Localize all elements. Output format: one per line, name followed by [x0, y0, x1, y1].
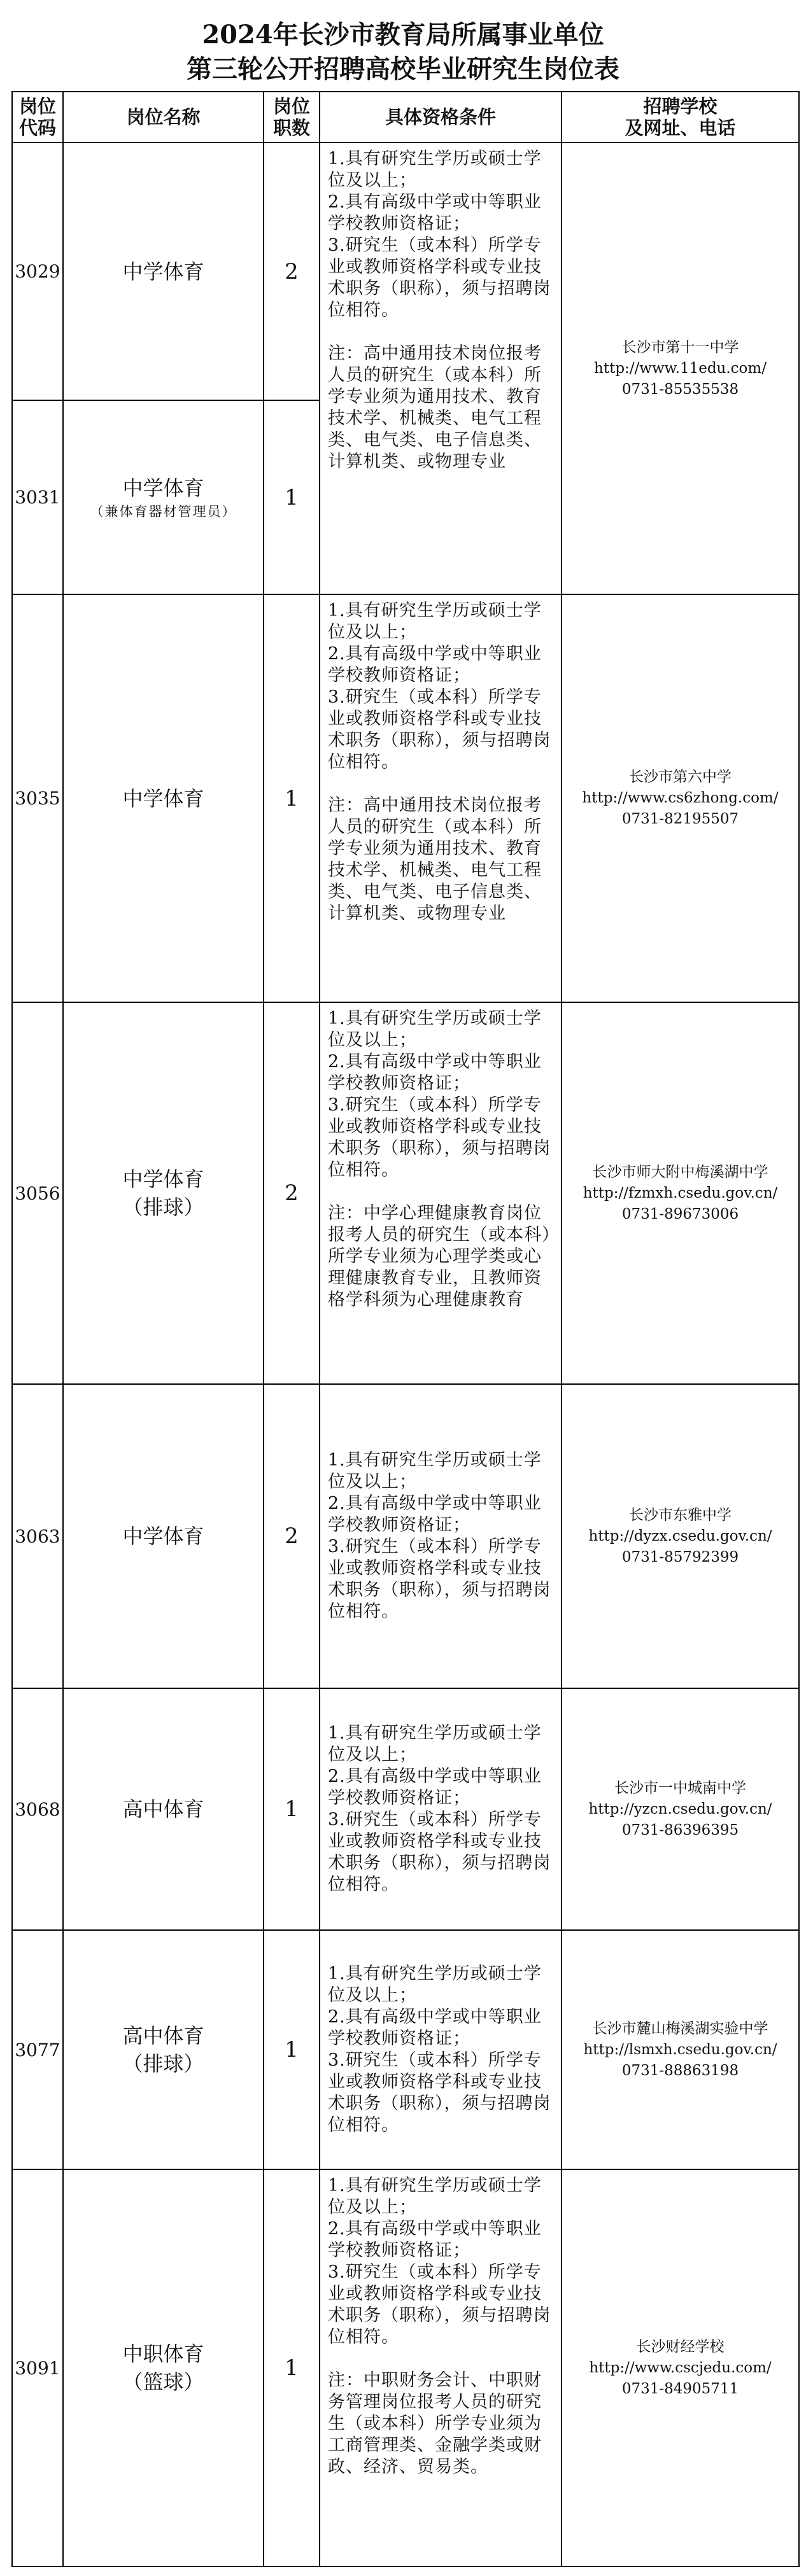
- position-name: 高中体育 （排球）: [63, 1930, 264, 2169]
- position-count: 2: [264, 143, 320, 400]
- school-cell: [562, 1688, 799, 1930]
- school-url: http://fzmxh.csedu.gov.cn/: [583, 1184, 778, 1201]
- positions-table: [11, 91, 800, 2567]
- position-name: 中职体育 （篮球）: [63, 2169, 264, 2566]
- position-code: 3091: [12, 2169, 63, 2566]
- school-phone: 0731-84905711: [621, 2380, 739, 2397]
- school-name: 长沙财经学校: [636, 2338, 725, 2355]
- position-code: 3029: [12, 143, 63, 400]
- table-row: [12, 2169, 799, 2566]
- position-code: 3056: [12, 1002, 63, 1384]
- school-url: http://lsmxh.csedu.gov.cn/: [583, 2041, 777, 2058]
- conditions-cell: [320, 1930, 562, 2169]
- school-url: http://www.cscjedu.com/: [589, 2359, 772, 2376]
- position-count: 2: [264, 1002, 320, 1384]
- school-name: 长沙市第十一中学: [621, 339, 739, 356]
- position-count: 1: [264, 400, 320, 594]
- position-name-sub: （排球）: [122, 2052, 204, 2076]
- table-row: [12, 594, 799, 1002]
- position-code: 3077: [12, 1930, 63, 2169]
- position-name-sub: （排球）: [122, 1195, 204, 1219]
- conditions-note: 注：中职财务会计、中职财务管理岗位报考人员的研究生（或本科）所学专业须为工商管理类、金融学类或财政、经济、贸易类。: [328, 2370, 542, 2477]
- conditions-text: 1.具有研究生学历或硕士学位及以上； 2.具有高级中学或中等职业学校教师资格证； 3.研究生（或本科）所学专业或教师资格学科或专业技术职务（职称），须与招聘岗位相符。: [328, 1009, 551, 1180]
- table-row: [12, 1002, 799, 1384]
- position-name: 中学体育: [63, 594, 264, 1002]
- table-row: [12, 143, 799, 400]
- school-cell: [562, 594, 799, 1002]
- school-phone: 0731-88863198: [621, 2062, 739, 2079]
- conditions-cell: [320, 594, 562, 1002]
- conditions-cell: [320, 2169, 562, 2566]
- header-conditions: 具体资格条件: [320, 92, 562, 143]
- conditions-note: 注：高中通用技术岗位报考人员的研究生（或本科）所学专业须为通用技术、教育技术学、机械类、电气工程类、电气类、电子信息类、计算机类、或物理专业: [328, 344, 542, 472]
- position-name: 中学体育: [63, 143, 264, 400]
- header-count: 岗位 职数: [264, 92, 320, 143]
- school-url: http://www.cs6zhong.com/: [582, 790, 779, 806]
- position-code: 3063: [12, 1384, 63, 1688]
- position-name: 高中体育: [63, 1688, 264, 1930]
- school-phone: 0731-82195507: [621, 811, 739, 827]
- position-code: 3035: [12, 594, 63, 1002]
- school-cell: [562, 143, 799, 594]
- school-cell: [562, 1930, 799, 2169]
- table-row: [12, 1930, 799, 2169]
- school-url: http://yzcn.csedu.gov.cn/: [588, 1800, 772, 1817]
- school-phone: 0731-86396395: [621, 1821, 739, 1838]
- school-cell: [562, 2169, 799, 2566]
- conditions-text: 1.具有研究生学历或硕士学位及以上； 2.具有高级中学或中等职业学校教师资格证； 3.研究生（或本科）所学专业或教师资格学科或专业技术职务（职称），须与招聘岗位相符。: [328, 1723, 551, 1894]
- position-count: 1: [264, 2169, 320, 2566]
- school-phone: 0731-89673006: [621, 1205, 739, 1222]
- conditions-text: 1.具有研究生学历或硕士学位及以上； 2.具有高级中学或中等职业学校教师资格证； 3.研究生（或本科）所学专业或教师资格学科或专业技术职务（职称），须与招聘岗位相符。: [328, 1964, 551, 2135]
- conditions-text: 1.具有研究生学历或硕士学位及以上； 2.具有高级中学或中等职业学校教师资格证； 3.研究生（或本科）所学专业或教师资格学科或专业技术职务（职称），须与招聘岗位相符。: [328, 2176, 551, 2347]
- conditions-cell: [320, 1688, 562, 1930]
- position-name: 中学体育 （兼体育器材管理员）: [63, 400, 264, 594]
- school-url: http://www.11edu.com/: [594, 360, 767, 377]
- school-cell: [562, 1384, 799, 1688]
- header-name: 岗位名称: [63, 92, 264, 143]
- position-name: 中学体育: [63, 1384, 264, 1688]
- school-name: 长沙市东雅中学: [629, 1506, 732, 1523]
- header-code: 岗位 代码: [12, 92, 63, 143]
- school-name: 长沙市第六中学: [629, 769, 732, 785]
- position-count: 1: [264, 594, 320, 1002]
- position-name: 中学体育 （排球）: [63, 1002, 264, 1384]
- conditions-cell: [320, 1002, 562, 1384]
- conditions-text: 1.具有研究生学历或硕士学位及以上； 2.具有高级中学或中等职业学校教师资格证； 3.研究生（或本科）所学专业或教师资格学科或专业技术职务（职称），须与招聘岗位相符。: [328, 1450, 551, 1621]
- school-name: 长沙市一中城南中学: [614, 1779, 746, 1796]
- conditions-text: 1.具有研究生学历或硕士学位及以上； 2.具有高级中学或中等职业学校教师资格证； 3.研究生（或本科）所学专业或教师资格学科或专业技术职务（职称），须与招聘岗位相符。: [328, 601, 551, 772]
- position-code: 3068: [12, 1688, 63, 1930]
- header-school: 招聘学校 及网址、电话: [562, 92, 799, 143]
- school-name: 长沙市麓山梅溪湖实验中学: [592, 2020, 768, 2037]
- school-phone: 0731-85792399: [621, 1548, 739, 1565]
- conditions-note: 注：高中通用技术岗位报考人员的研究生（或本科）所学专业须为通用技术、教育技术学、机械类、电气工程类、电气类、电子信息类、计算机类、或物理专业: [328, 795, 542, 923]
- conditions-cell: [320, 1384, 562, 1688]
- position-count: 2: [264, 1384, 320, 1688]
- position-name-sub: （篮球）: [122, 2370, 204, 2394]
- position-code: 3031: [12, 400, 63, 594]
- table-header-row: [12, 92, 799, 143]
- conditions-note: 注：中学心理健康教育岗位报考人员的研究生（或本科）所学专业须为心理学类或心理健康教育专业，且教师资格学科须为心理健康教育: [328, 1203, 551, 1310]
- conditions-cell: [320, 143, 562, 594]
- school-phone: 0731-85535538: [621, 381, 739, 398]
- page-title-line1: 2024年长沙市教育局所属事业单位: [202, 20, 604, 50]
- position-name-note: （兼体育器材管理员）: [90, 503, 237, 519]
- school-cell: [562, 1002, 799, 1384]
- page-title-line2: 第三轮公开招聘高校毕业研究生岗位表: [187, 54, 619, 84]
- conditions-text: 1.具有研究生学历或硕士学位及以上； 2.具有高级中学或中等职业学校教师资格证； 3.研究生（或本科）所学专业或教师资格学科或专业技术职务（职称），须与招聘岗位相符。: [328, 149, 551, 320]
- table-row: [12, 1688, 799, 1930]
- school-name: 长沙市师大附中梅溪湖中学: [592, 1163, 768, 1180]
- table-row: [12, 1384, 799, 1688]
- position-count: 1: [264, 1930, 320, 2169]
- school-url: http://dyzx.csedu.gov.cn/: [588, 1527, 772, 1544]
- position-count: 1: [264, 1688, 320, 1930]
